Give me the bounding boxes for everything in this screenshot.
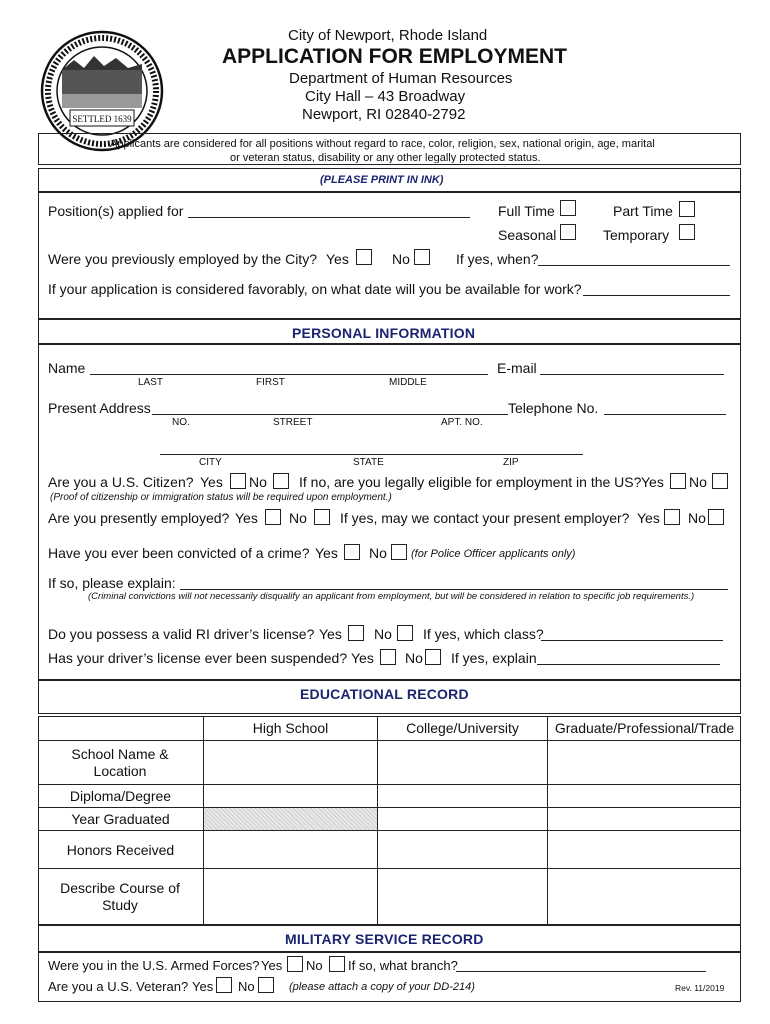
first-caption: FIRST	[256, 377, 285, 388]
position-input[interactable]	[188, 217, 470, 218]
crime-no-label: No	[369, 545, 387, 561]
zip-caption: ZIP	[503, 457, 519, 468]
veteran-no-label: No	[238, 979, 255, 994]
armed-no-label: No	[306, 958, 323, 973]
full-time-checkbox[interactable]	[560, 200, 576, 216]
temporary-label: Temporary	[603, 227, 670, 243]
crime-yes-checkbox[interactable]	[344, 544, 360, 560]
address-line2: Newport, RI 02840-2792	[302, 106, 466, 123]
employed-no-checkbox[interactable]	[314, 509, 330, 525]
notice-line1: Applicants are considered for all positions without regard to race, color, religion, sex, national origin, age, marital	[110, 138, 655, 150]
svg-text:SETTLED 1639: SETTLED 1639	[72, 114, 132, 124]
seasonal-checkbox[interactable]	[560, 224, 576, 240]
eligible-question: If no, are you legally eligible for employment in the US?	[299, 474, 642, 490]
row-course-of-study: Describe Course of Study	[60, 880, 180, 913]
employed-question: Are you presently employed?	[48, 510, 230, 526]
armed-yes-checkbox[interactable]	[287, 956, 303, 972]
row-school-name: School Name & Location	[71, 745, 169, 779]
prev-no-label: No	[392, 251, 410, 267]
suspended-no-label: No	[405, 650, 423, 666]
temporary-checkbox[interactable]	[679, 224, 695, 240]
crime-question: Have you ever been convicted of a crime?	[48, 545, 310, 561]
part-time-checkbox[interactable]	[679, 201, 695, 217]
eligible-yes-label: Yes	[641, 474, 664, 490]
citizen-question: Are you a U.S. Citizen?	[48, 474, 194, 490]
branch-input[interactable]	[456, 971, 706, 972]
telephone-input[interactable]	[604, 414, 726, 415]
license-no-checkbox[interactable]	[397, 625, 413, 641]
previous-employment-question: Were you previously employed by the City?	[48, 251, 317, 267]
year-graduated-highschool-shaded	[204, 808, 377, 830]
license-yes-checkbox[interactable]	[348, 625, 364, 641]
dd214-note: (please attach a copy of your DD-214)	[289, 981, 475, 993]
citizen-yes-label: Yes	[200, 474, 223, 490]
education-heading: EDUCATIONAL RECORD	[300, 686, 469, 702]
if-yes-explain-label: If yes, explain	[451, 650, 537, 666]
explain-input[interactable]	[180, 589, 728, 590]
address-input[interactable]	[152, 414, 508, 415]
employed-yes-label: Yes	[235, 510, 258, 526]
department: Department of Human Resources	[289, 70, 513, 87]
branch-label: If so, what branch?	[348, 958, 458, 973]
row-year-graduated: Year Graduated	[71, 811, 170, 827]
suspended-question: Has your driver’s license ever been suspended?	[48, 650, 348, 666]
eligible-no-checkbox[interactable]	[712, 473, 728, 489]
which-class-label: If yes, which class?	[423, 626, 544, 642]
state-caption: STATE	[353, 457, 384, 468]
city-caption: CITY	[199, 457, 222, 468]
contact-employer-question: If yes, may we contact your present employer?	[340, 510, 630, 526]
city-line: City of Newport, Rhode Island	[288, 27, 488, 44]
prev-yes-label: Yes	[326, 251, 349, 267]
suspended-no-checkbox[interactable]	[425, 649, 441, 665]
veteran-question: Are you a U.S. Veteran?	[48, 979, 189, 994]
suspended-explain-input[interactable]	[537, 664, 720, 665]
proof-note: (Proof of citizenship or immigration status will be required upon employment.)	[50, 492, 392, 503]
armed-forces-question: Were you in the U.S. Armed Forces?	[48, 958, 260, 973]
name-label: Name	[48, 360, 86, 376]
citizen-no-label: No	[249, 474, 267, 490]
contact-no-checkbox[interactable]	[708, 509, 724, 525]
name-input[interactable]	[90, 374, 488, 375]
which-class-input[interactable]	[541, 640, 723, 641]
crime-yes-label: Yes	[315, 545, 338, 561]
contact-no-label: No	[688, 510, 706, 526]
police-note: (for Police Officer applicants only)	[411, 548, 576, 560]
citizen-no-checkbox[interactable]	[273, 473, 289, 489]
column-graduate: Graduate/Professional/Trade	[554, 720, 735, 736]
middle-caption: MIDDLE	[389, 377, 427, 388]
no-caption: NO.	[172, 417, 190, 428]
prev-no-checkbox[interactable]	[414, 249, 430, 265]
employed-no-label: No	[289, 510, 307, 526]
availability-question: If your application is considered favorably, on what date will you be available for work?	[48, 281, 582, 297]
veteran-yes-checkbox[interactable]	[216, 977, 232, 993]
notice-line2: or veteran status, disability or any other legally protected status.	[230, 152, 541, 163]
city-state-zip-input[interactable]	[160, 454, 583, 455]
email-label: E-mail	[497, 360, 537, 376]
full-time-label: Full Time	[498, 203, 555, 219]
license-question: Do you possess a valid RI driver’s license?	[48, 626, 315, 642]
column-college: College/University	[406, 720, 519, 736]
suspended-yes-checkbox[interactable]	[380, 649, 396, 665]
eligible-no-label: No	[689, 474, 707, 490]
position-label: Position(s) applied for	[48, 203, 184, 219]
column-high-school: High School	[252, 720, 329, 736]
license-yes-label: Yes	[319, 626, 342, 642]
revision-label: Rev. 11/2019	[675, 983, 725, 993]
when-input[interactable]	[538, 265, 730, 266]
apt-caption: APT. NO.	[441, 417, 483, 428]
veteran-no-checkbox[interactable]	[258, 977, 274, 993]
contact-yes-checkbox[interactable]	[664, 509, 680, 525]
suspended-yes-label: Yes	[351, 650, 374, 666]
email-input[interactable]	[540, 374, 724, 375]
license-no-label: No	[374, 626, 392, 642]
last-caption: LAST	[138, 377, 164, 388]
row-honors: Honors Received	[66, 841, 175, 858]
seasonal-label: Seasonal	[498, 227, 557, 243]
if-yes-when-label: If yes, when?	[456, 251, 539, 267]
veteran-yes-label: Yes	[192, 979, 214, 994]
form-title: APPLICATION FOR EMPLOYMENT	[222, 45, 567, 68]
part-time-label: Part Time	[613, 203, 673, 219]
row-diploma: Diploma/Degree	[69, 788, 172, 804]
crime-no-checkbox[interactable]	[391, 544, 407, 560]
street-caption: STREET	[273, 417, 313, 428]
contact-yes-label: Yes	[637, 510, 660, 526]
availability-input[interactable]	[583, 295, 730, 296]
explain-label: If so, please explain:	[48, 575, 176, 591]
armed-no-checkbox[interactable]	[329, 956, 345, 972]
personal-heading: PERSONAL INFORMATION	[292, 325, 476, 341]
military-heading: MILITARY SERVICE RECORD	[285, 931, 484, 947]
telephone-label: Telephone No.	[508, 400, 599, 416]
employed-yes-checkbox[interactable]	[265, 509, 281, 525]
criminal-note: (Criminal convictions will not necessarily disqualify an applicant from employment, but will be considered in relation to specific job requirements.)	[88, 591, 695, 602]
present-address-label: Present Address	[48, 400, 151, 416]
address-line1: City Hall – 43 Broadway	[305, 88, 466, 105]
armed-yes-label: Yes	[261, 958, 283, 973]
prev-yes-checkbox[interactable]	[356, 249, 372, 265]
print-ink-text: (PLEASE PRINT IN INK)	[320, 174, 444, 186]
eligible-yes-checkbox[interactable]	[670, 473, 686, 489]
citizen-yes-checkbox[interactable]	[230, 473, 246, 489]
